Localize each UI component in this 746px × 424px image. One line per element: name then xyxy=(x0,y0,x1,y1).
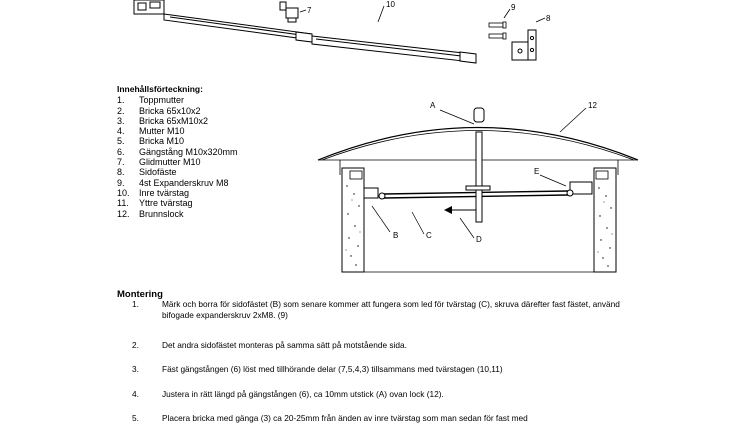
list-item: 1. Toppmutter xyxy=(117,95,185,106)
label-7: 7 xyxy=(307,6,312,15)
label-A: A xyxy=(430,101,436,110)
label-12: 12 xyxy=(588,101,597,110)
list-item: 9. 4st Expanderskruv M8 xyxy=(117,177,229,188)
glide-nut xyxy=(280,2,298,22)
assembly-step: 1. Märk och borra för sidofästet (B) som senare kommer att fungera som led för tvärstag (C), skruva därefter fast fästet, använd bifogade expanderskruv 2xM8. (9) xyxy=(132,299,620,320)
list-item: 8. Sidofäste xyxy=(117,167,177,178)
contents-title: Innehållsförteckning: xyxy=(117,84,203,94)
label-10: 10 xyxy=(386,0,395,9)
list-item: 11. Yttre tvärstag xyxy=(117,198,193,209)
list-item: 7. Glidmutter M10 xyxy=(117,157,201,168)
list-item: 2. Bricka 65x10x2 xyxy=(117,105,201,116)
label-E: E xyxy=(534,167,540,176)
list-item: 12. Brunnslock xyxy=(117,208,184,219)
outer-cross-bar xyxy=(312,36,476,63)
right-side-bracket xyxy=(512,30,536,60)
label-D: D xyxy=(476,235,482,244)
label-8: 8 xyxy=(546,14,551,23)
left-side-bracket xyxy=(134,0,164,14)
list-item: 6. Gängstång M10x320mm xyxy=(117,146,238,157)
assembly-step: 5. Placera bricka med gänga (3) ca 20-25mm från änden av inre tvärstag som man sedan för fast med xyxy=(132,413,528,423)
label-C: C xyxy=(426,231,432,240)
expander-screws xyxy=(489,22,506,39)
label-B: B xyxy=(393,231,399,240)
assembly-step: 4. Justera in rätt längd på gängstången (6), ca 10mm utstick (A) ovan lock (12). xyxy=(132,389,444,399)
contents-list xyxy=(117,84,238,219)
right-wall xyxy=(594,168,616,272)
list-item: 10. Inre tvärstag xyxy=(117,187,190,198)
list-item: 4. Mutter M10 xyxy=(117,126,185,137)
list-item: 3. Bricka 65xM10x2 xyxy=(117,115,209,126)
well-cross-section xyxy=(318,108,638,272)
left-wall xyxy=(342,168,364,272)
assembly-step: 3. Fäst gängstången (6) löst med tillhörande delar (7,5,4,3) tillsammans med tvärstagen (10,11) xyxy=(132,364,503,374)
assembly-heading: Montering xyxy=(117,289,163,300)
list-item: 5. Bricka M10 xyxy=(117,136,185,147)
assembly-step: 2. Det andra sidofästet monteras på samma sätt på motstående sida. xyxy=(132,340,407,350)
label-9: 9 xyxy=(511,3,516,12)
